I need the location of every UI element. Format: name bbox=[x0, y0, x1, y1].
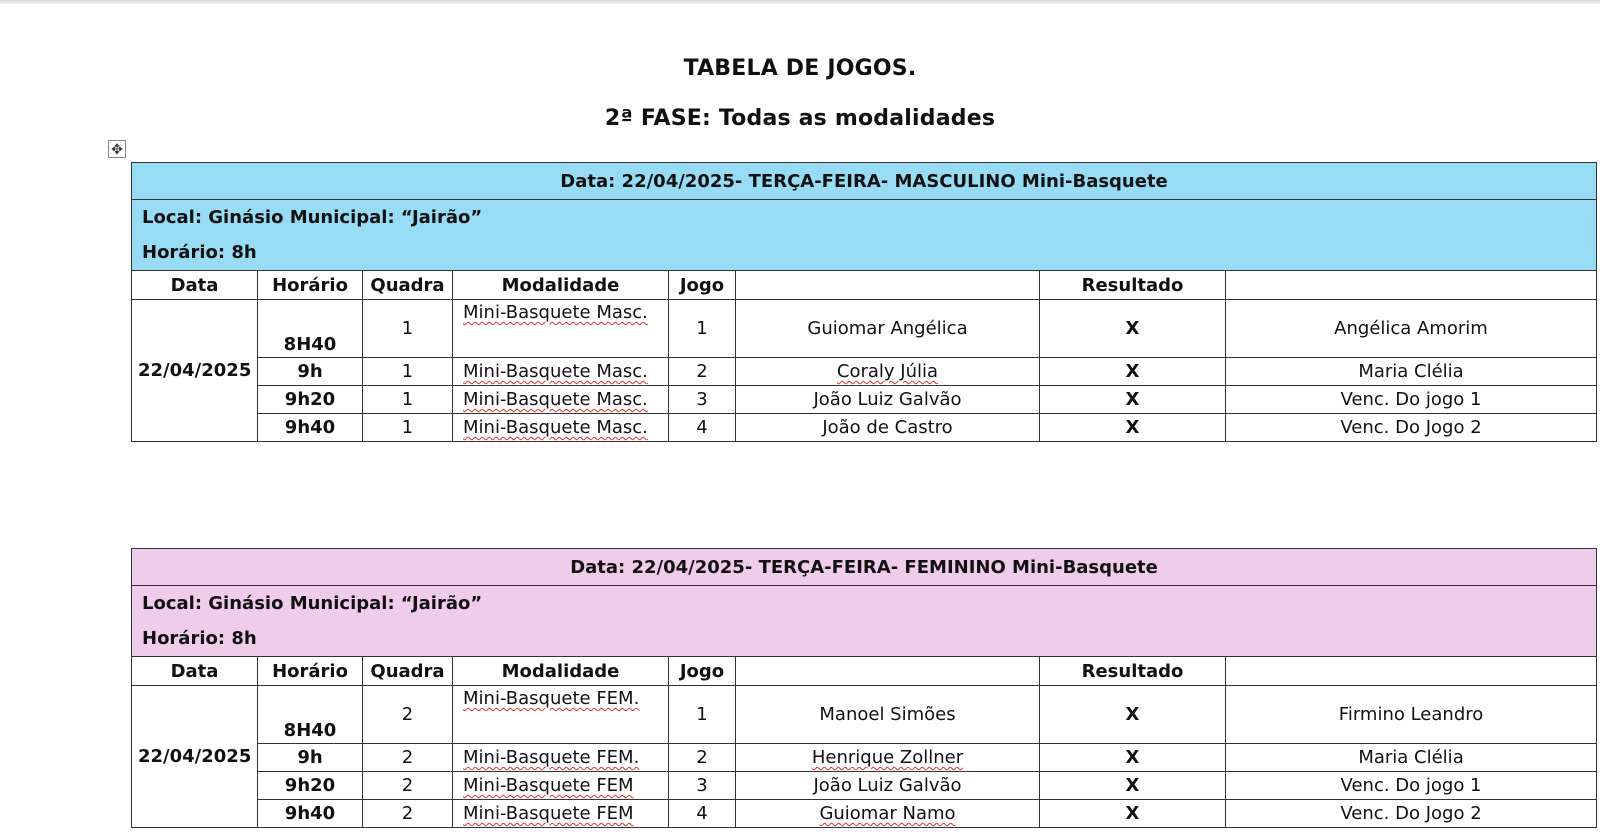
modalidade-cell bbox=[453, 772, 669, 800]
modalidade-text: Mini-Basquete Masc. bbox=[463, 302, 648, 323]
team-a-cell: João de Castro bbox=[736, 414, 1040, 442]
modalidade-text: Mini-Basquete FEM. bbox=[463, 688, 640, 709]
modalidade-cell bbox=[453, 414, 669, 442]
table-row bbox=[132, 800, 1597, 828]
col-header-empty-a bbox=[736, 657, 1040, 686]
team-a-cell bbox=[736, 744, 1040, 772]
versus-cell: X bbox=[1040, 800, 1226, 828]
col-header-jogo: Jogo bbox=[669, 271, 736, 300]
schedule-table-feminino bbox=[131, 548, 1597, 828]
jogo-cell: 3 bbox=[669, 386, 736, 414]
versus-cell: X bbox=[1040, 358, 1226, 386]
horario-label: Horário: 8h bbox=[142, 628, 257, 649]
hora-cell: 8H40 bbox=[258, 300, 363, 358]
team-a-cell: Guiomar Angélica bbox=[736, 300, 1040, 358]
date-title: Data: 22/04/2025- TERÇA-FEIRA- MASCULINO Mini-Basquete bbox=[560, 170, 1168, 192]
quadra-cell: 1 bbox=[363, 358, 453, 386]
team-a-cell: Manoel Simões bbox=[736, 686, 1040, 744]
jogo-cell: 3 bbox=[669, 772, 736, 800]
modalidade-text: Mini-Basquete FEM bbox=[463, 775, 634, 796]
quadra-cell: 2 bbox=[363, 686, 453, 744]
modalidade-cell bbox=[453, 686, 669, 744]
jogo-cell: 1 bbox=[669, 686, 736, 744]
quadra-cell: 1 bbox=[363, 414, 453, 442]
team-b-cell: Angélica Amorim bbox=[1226, 300, 1597, 358]
jogo-cell: 4 bbox=[669, 800, 736, 828]
quadra-cell: 2 bbox=[363, 744, 453, 772]
jogo-cell: 4 bbox=[669, 414, 736, 442]
col-header-resultado: Resultado bbox=[1040, 657, 1226, 686]
versus-cell: X bbox=[1040, 686, 1226, 744]
local-label: Local: Ginásio Municipal: “Jairão” bbox=[142, 593, 483, 614]
team-a-cell bbox=[736, 800, 1040, 828]
hora-cell: 9h40 bbox=[258, 414, 363, 442]
col-header-modalidade: Modalidade bbox=[453, 271, 669, 300]
team-a-cell: João Luiz Galvão bbox=[736, 386, 1040, 414]
horario-label: Horário: 8h bbox=[142, 242, 257, 263]
modalidade-cell bbox=[453, 386, 669, 414]
table-row bbox=[132, 358, 1597, 386]
col-header-resultado: Resultado bbox=[1040, 271, 1226, 300]
team-b-cell: Maria Clélia bbox=[1226, 358, 1597, 386]
col-header-horario: Horário bbox=[258, 271, 363, 300]
table-move-handle-icon[interactable]: ✥ bbox=[108, 140, 126, 158]
quadra-cell: 1 bbox=[363, 300, 453, 358]
window-top-edge bbox=[0, 0, 1600, 4]
team-a-text: Guiomar Namo bbox=[819, 803, 956, 824]
modalidade-cell bbox=[453, 744, 669, 772]
document-subtitle: 2ª FASE: Todas as modalidades bbox=[604, 106, 996, 131]
col-header-empty-a bbox=[736, 271, 1040, 300]
team-a-cell bbox=[736, 358, 1040, 386]
local-label: Local: Ginásio Municipal: “Jairão” bbox=[142, 207, 483, 228]
table-row bbox=[132, 772, 1597, 800]
jogo-cell: 2 bbox=[669, 358, 736, 386]
modalidade-text: Mini-Basquete Masc. bbox=[463, 389, 648, 410]
quadra-cell: 2 bbox=[363, 800, 453, 828]
hora-cell: 9h20 bbox=[258, 772, 363, 800]
versus-cell: X bbox=[1040, 386, 1226, 414]
col-header-jogo: Jogo bbox=[669, 657, 736, 686]
date-title-cell bbox=[132, 163, 1597, 200]
jogo-cell: 1 bbox=[669, 300, 736, 358]
hora-cell: 9h40 bbox=[258, 800, 363, 828]
schedule-table-masculino bbox=[131, 162, 1597, 442]
col-header-data: Data bbox=[132, 271, 258, 300]
date-cell: 22/04/2025 bbox=[132, 686, 258, 828]
col-header-quadra: Quadra bbox=[363, 271, 453, 300]
hora-cell: 9h bbox=[258, 358, 363, 386]
col-header-quadra: Quadra bbox=[363, 657, 453, 686]
modalidade-text: Mini-Basquete Masc. bbox=[463, 417, 648, 438]
team-b-cell: Venc. Do Jogo 2 bbox=[1226, 800, 1597, 828]
col-header-data: Data bbox=[132, 657, 258, 686]
table-row bbox=[132, 300, 1597, 358]
team-b-cell: Venc. Do Jogo 2 bbox=[1226, 414, 1597, 442]
modalidade-text: Mini-Basquete FEM bbox=[463, 803, 634, 824]
quadra-cell: 1 bbox=[363, 386, 453, 414]
quadra-cell: 2 bbox=[363, 772, 453, 800]
modalidade-cell bbox=[453, 800, 669, 828]
table-row bbox=[132, 386, 1597, 414]
col-header-empty-b bbox=[1226, 657, 1597, 686]
hora-cell: 9h bbox=[258, 744, 363, 772]
col-header-modalidade: Modalidade bbox=[453, 657, 669, 686]
table-row bbox=[132, 414, 1597, 442]
modalidade-cell bbox=[453, 358, 669, 386]
modalidade-cell bbox=[453, 300, 669, 358]
date-cell: 22/04/2025 bbox=[132, 300, 258, 442]
hora-cell: 9h20 bbox=[258, 386, 363, 414]
versus-cell: X bbox=[1040, 414, 1226, 442]
team-a-cell: João Luiz Galvão bbox=[736, 772, 1040, 800]
versus-cell: X bbox=[1040, 772, 1226, 800]
table-row bbox=[132, 744, 1597, 772]
team-b-cell: Venc. Do jogo 1 bbox=[1226, 772, 1597, 800]
hora-cell: 8H40 bbox=[258, 686, 363, 744]
document-title: TABELA DE JOGOS. bbox=[683, 56, 917, 81]
date-title-cell bbox=[132, 549, 1597, 586]
versus-cell: X bbox=[1040, 744, 1226, 772]
col-header-horario: Horário bbox=[258, 657, 363, 686]
table-row bbox=[132, 686, 1597, 744]
team-b-cell: Firmino Leandro bbox=[1226, 686, 1597, 744]
modalidade-text: Mini-Basquete Masc. bbox=[463, 361, 648, 382]
team-a-text: Henrique Zollner bbox=[811, 747, 964, 768]
jogo-cell: 2 bbox=[669, 744, 736, 772]
team-a-text: Coraly Júlia bbox=[836, 361, 939, 382]
local-cell bbox=[132, 200, 1597, 271]
date-title: Data: 22/04/2025- TERÇA-FEIRA- FEMININO Mini-Basquete bbox=[570, 556, 1158, 578]
team-b-cell: Maria Clélia bbox=[1226, 744, 1597, 772]
col-header-empty-b bbox=[1226, 271, 1597, 300]
team-b-cell: Venc. Do jogo 1 bbox=[1226, 386, 1597, 414]
versus-cell: X bbox=[1040, 300, 1226, 358]
local-cell bbox=[132, 586, 1597, 657]
modalidade-text: Mini-Basquete FEM. bbox=[463, 747, 640, 768]
